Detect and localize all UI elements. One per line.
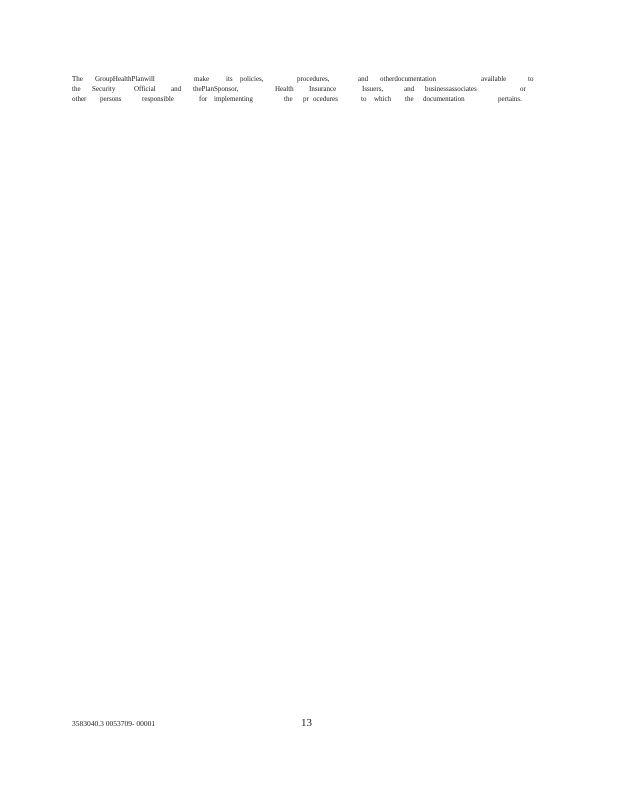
word: Insurance xyxy=(309,85,337,93)
word: or xyxy=(520,85,526,93)
word: procedures, xyxy=(297,75,330,83)
word: and xyxy=(171,85,182,93)
word: its xyxy=(226,75,233,83)
word: thePlanSponsor, xyxy=(193,85,239,93)
word: Health xyxy=(275,85,294,93)
paragraph-line xyxy=(72,84,538,94)
paragraph-line xyxy=(72,94,538,104)
word: for xyxy=(199,95,208,103)
word: pr xyxy=(303,95,309,103)
word: otherdocumentation xyxy=(380,75,436,83)
word: available xyxy=(481,75,507,83)
word: persons xyxy=(100,95,122,103)
word: responsible xyxy=(142,95,174,103)
word: GroupHealthPlanwill xyxy=(95,75,155,83)
word: documentation xyxy=(423,95,465,103)
word: ocedures xyxy=(313,95,338,103)
body-paragraph xyxy=(72,74,538,104)
word: the xyxy=(72,85,81,93)
word: policies, xyxy=(240,75,264,83)
word: Security xyxy=(92,85,116,93)
word: businessassociates xyxy=(425,85,477,93)
word: Issuers, xyxy=(362,85,384,93)
word: The xyxy=(72,75,83,83)
paragraph-line xyxy=(72,74,538,84)
word: and xyxy=(358,75,369,83)
word: pertains. xyxy=(498,95,522,103)
word: make xyxy=(194,75,210,83)
word: implementing xyxy=(214,95,253,103)
page-number: 13 xyxy=(301,717,312,729)
word: to xyxy=(528,75,534,83)
word: other xyxy=(72,95,87,103)
word: to xyxy=(361,95,367,103)
word: and xyxy=(404,85,415,93)
document-id-footer: 3583040.3 0053709- 00001 xyxy=(72,719,156,728)
word: which xyxy=(374,95,392,103)
word: Official xyxy=(134,85,156,93)
word: the xyxy=(284,95,293,103)
word: the xyxy=(405,95,414,103)
